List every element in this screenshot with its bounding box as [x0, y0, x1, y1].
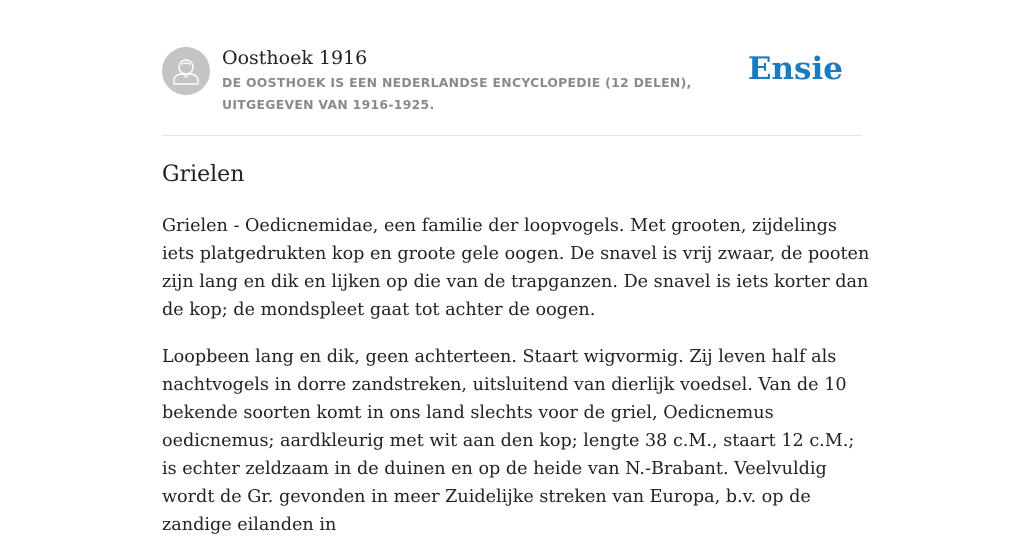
- article-title: Grielen: [162, 162, 245, 187]
- user-outline-icon: [162, 47, 210, 95]
- article-body: [162, 212, 874, 558]
- article-paragraph: Grielen - Oedicnemidae, een familie der loopvogels. Met grooten, zijdelings iets platgedrukten kop en groote gele oogen. De snavel is vrij zwaar, de pooten zijn lang en dik en lijken op die van de trapganzen. De snavel is iets korter dan de kop; de mondspleet gaat tot achter de oogen.: [162, 216, 870, 320]
- source-avatar: [162, 47, 210, 95]
- ensie-logo[interactable]: Ensie: [747, 51, 843, 87]
- header-divider: [162, 135, 862, 136]
- source-header: [162, 46, 862, 136]
- article-paragraph: Loopbeen lang en dik, geen achterteen. Staart wigvormig. Zij leven half als nachtvogels in dorre zandstreken, uitsluitend van dierlijk voedsel. Van de 10 bekende soorten komt in ons land slechts voor de griel, Oedicnemus oedicnemus; aardkleurig met wit aan den kop; lengte 38 c.M., staart 12 c.M.; is echter zeldzaam in de duinen en op de heide van N.-Brabant. Veelvuldig wordt de Gr. gevonden in meer Zuidelijke streken van Europa, b.v. op de zandige eilanden in: [162, 347, 855, 535]
- source-description: DE OOSTHOEK IS EEN NEDERLANDSE ENCYCLOPEDIE (12 DELEN), UITGEGEVEN VAN 1916-1925.: [222, 75, 692, 112]
- source-title[interactable]: Oosthoek 1916: [222, 47, 368, 69]
